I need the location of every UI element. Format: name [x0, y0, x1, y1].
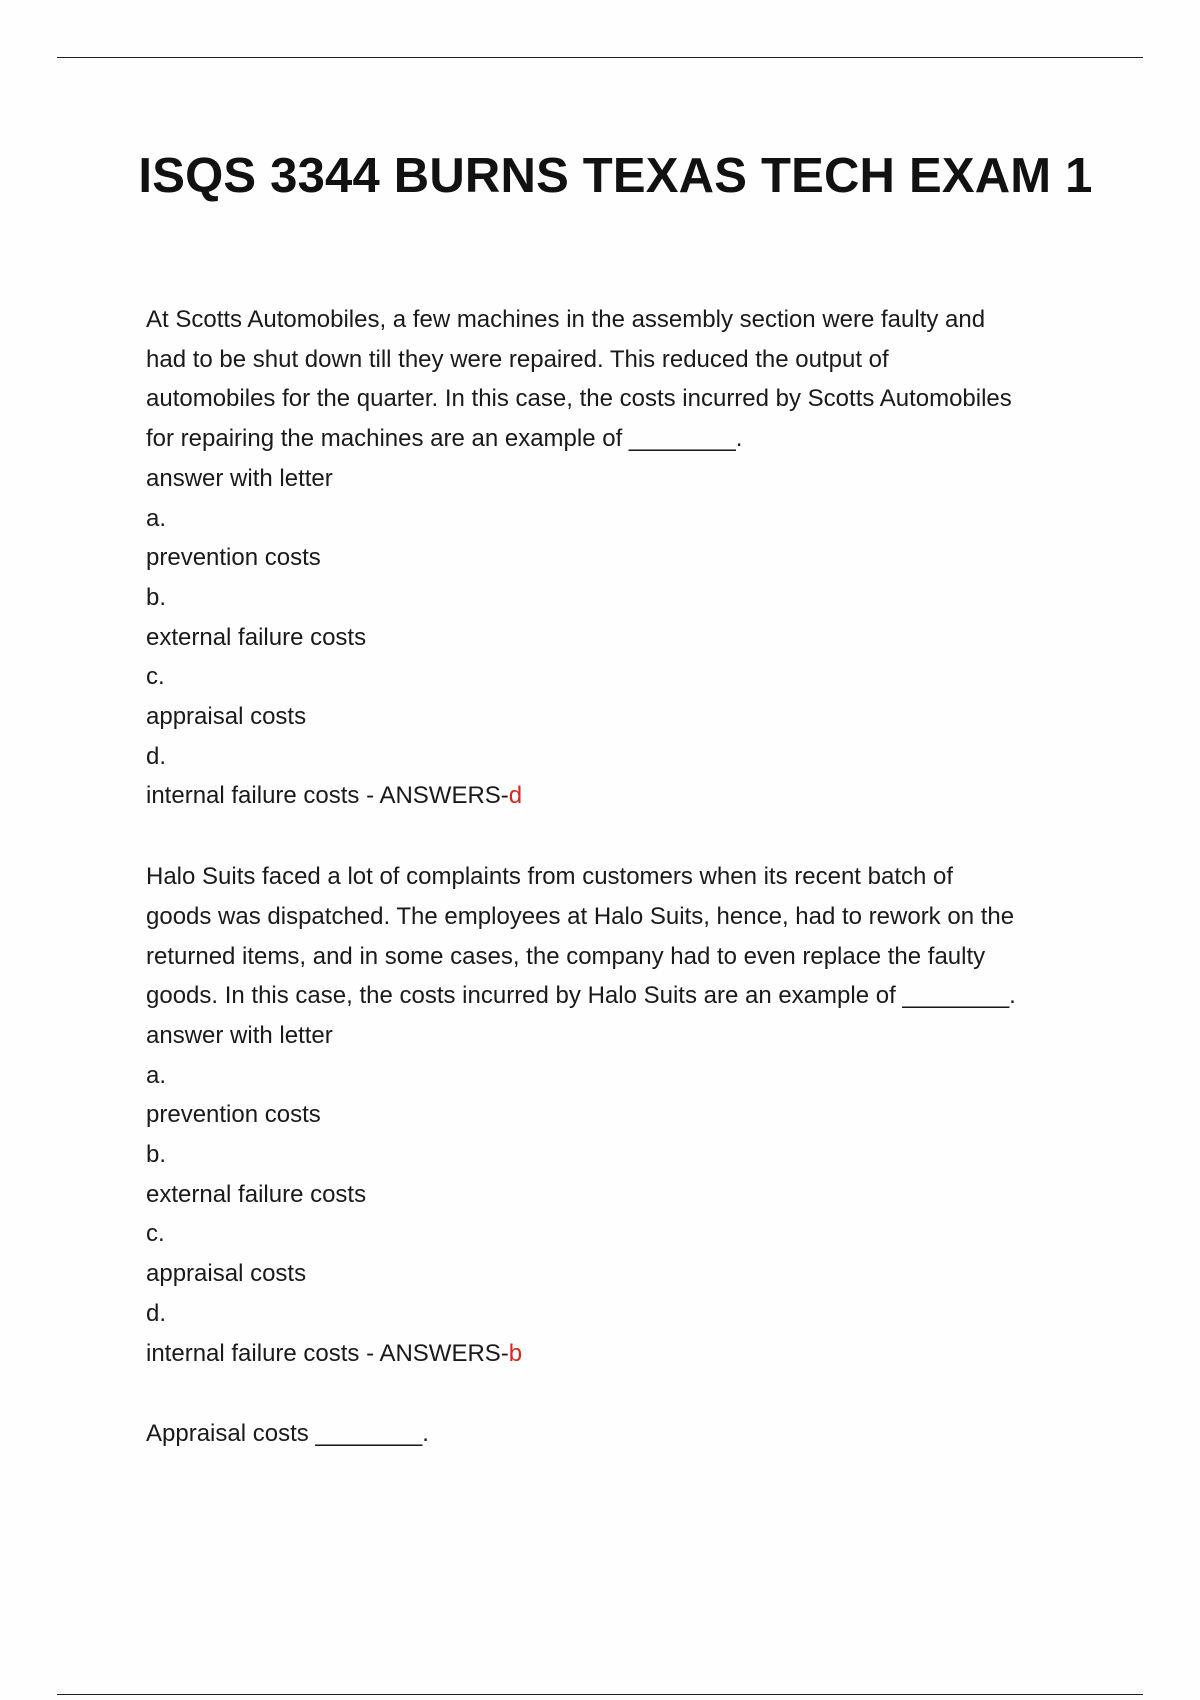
- question-stem: [146, 857, 1106, 1016]
- option-text: prevention costs: [146, 1101, 321, 1129]
- option-text: external failure costs: [146, 623, 367, 651]
- stem-line: goods was dispatched. The employees at Halo Suits, hence, had to rework on the: [146, 902, 1015, 930]
- option-letter: c.: [146, 1220, 165, 1248]
- option-letter: a.: [146, 1061, 167, 1089]
- header-rule: [57, 57, 1143, 58]
- option-letter: d.: [146, 1299, 167, 1327]
- document-body: [146, 300, 1106, 1495]
- question-stem: [146, 300, 1106, 459]
- question-stem: [146, 1414, 1106, 1454]
- answer-instruction: answer with letter: [146, 1021, 333, 1049]
- stem-line: goods. In this case, the costs incurred by Halo Suits are an example of ________.: [146, 982, 1016, 1010]
- option-text: prevention costs: [146, 544, 321, 572]
- stem-line: automobiles for the quarter. In this case, the costs incurred by Scotts Automobiles: [146, 385, 1012, 413]
- stem-line: for repairing the machines are an example of ________.: [146, 425, 743, 453]
- question-2: [146, 857, 1106, 1373]
- option-letter: a.: [146, 504, 167, 532]
- option-with-answer: [146, 776, 1106, 816]
- option-letter: d.: [146, 742, 167, 770]
- stem-line: At Scotts Automobiles, a few machines in the assembly section were faulty and: [146, 306, 986, 333]
- option-text: appraisal costs: [146, 1260, 307, 1288]
- correct-answer: d: [508, 782, 523, 810]
- document-title: ISQS 3344 BURNS TEXAS TECH EXAM 1: [138, 149, 1093, 203]
- question-3: [146, 1414, 1106, 1454]
- option-letter: c.: [146, 663, 165, 691]
- option-text: external failure costs: [146, 1180, 367, 1208]
- stem-line: returned items, and in some cases, the company had to even replace the faulty: [146, 942, 986, 970]
- option-letter: b.: [146, 583, 167, 611]
- option-letter: b.: [146, 1141, 167, 1169]
- option-with-answer: [146, 1334, 1106, 1374]
- footer-rule: [57, 1694, 1143, 1695]
- stem-line: Appraisal costs ________.: [146, 1420, 429, 1448]
- stem-line: had to be shut down till they were repaired. This reduced the output of: [146, 345, 889, 373]
- option-text: internal failure costs - ANSWERS-: [146, 782, 509, 810]
- stem-line: Halo Suits faced a lot of complaints from customers when its recent batch of: [146, 863, 954, 891]
- answer-instruction: answer with letter: [146, 464, 333, 492]
- option-text: appraisal costs: [146, 703, 307, 731]
- option-text: internal failure costs - ANSWERS-: [146, 1339, 509, 1367]
- question-1: [146, 300, 1106, 816]
- correct-answer: b: [508, 1339, 523, 1367]
